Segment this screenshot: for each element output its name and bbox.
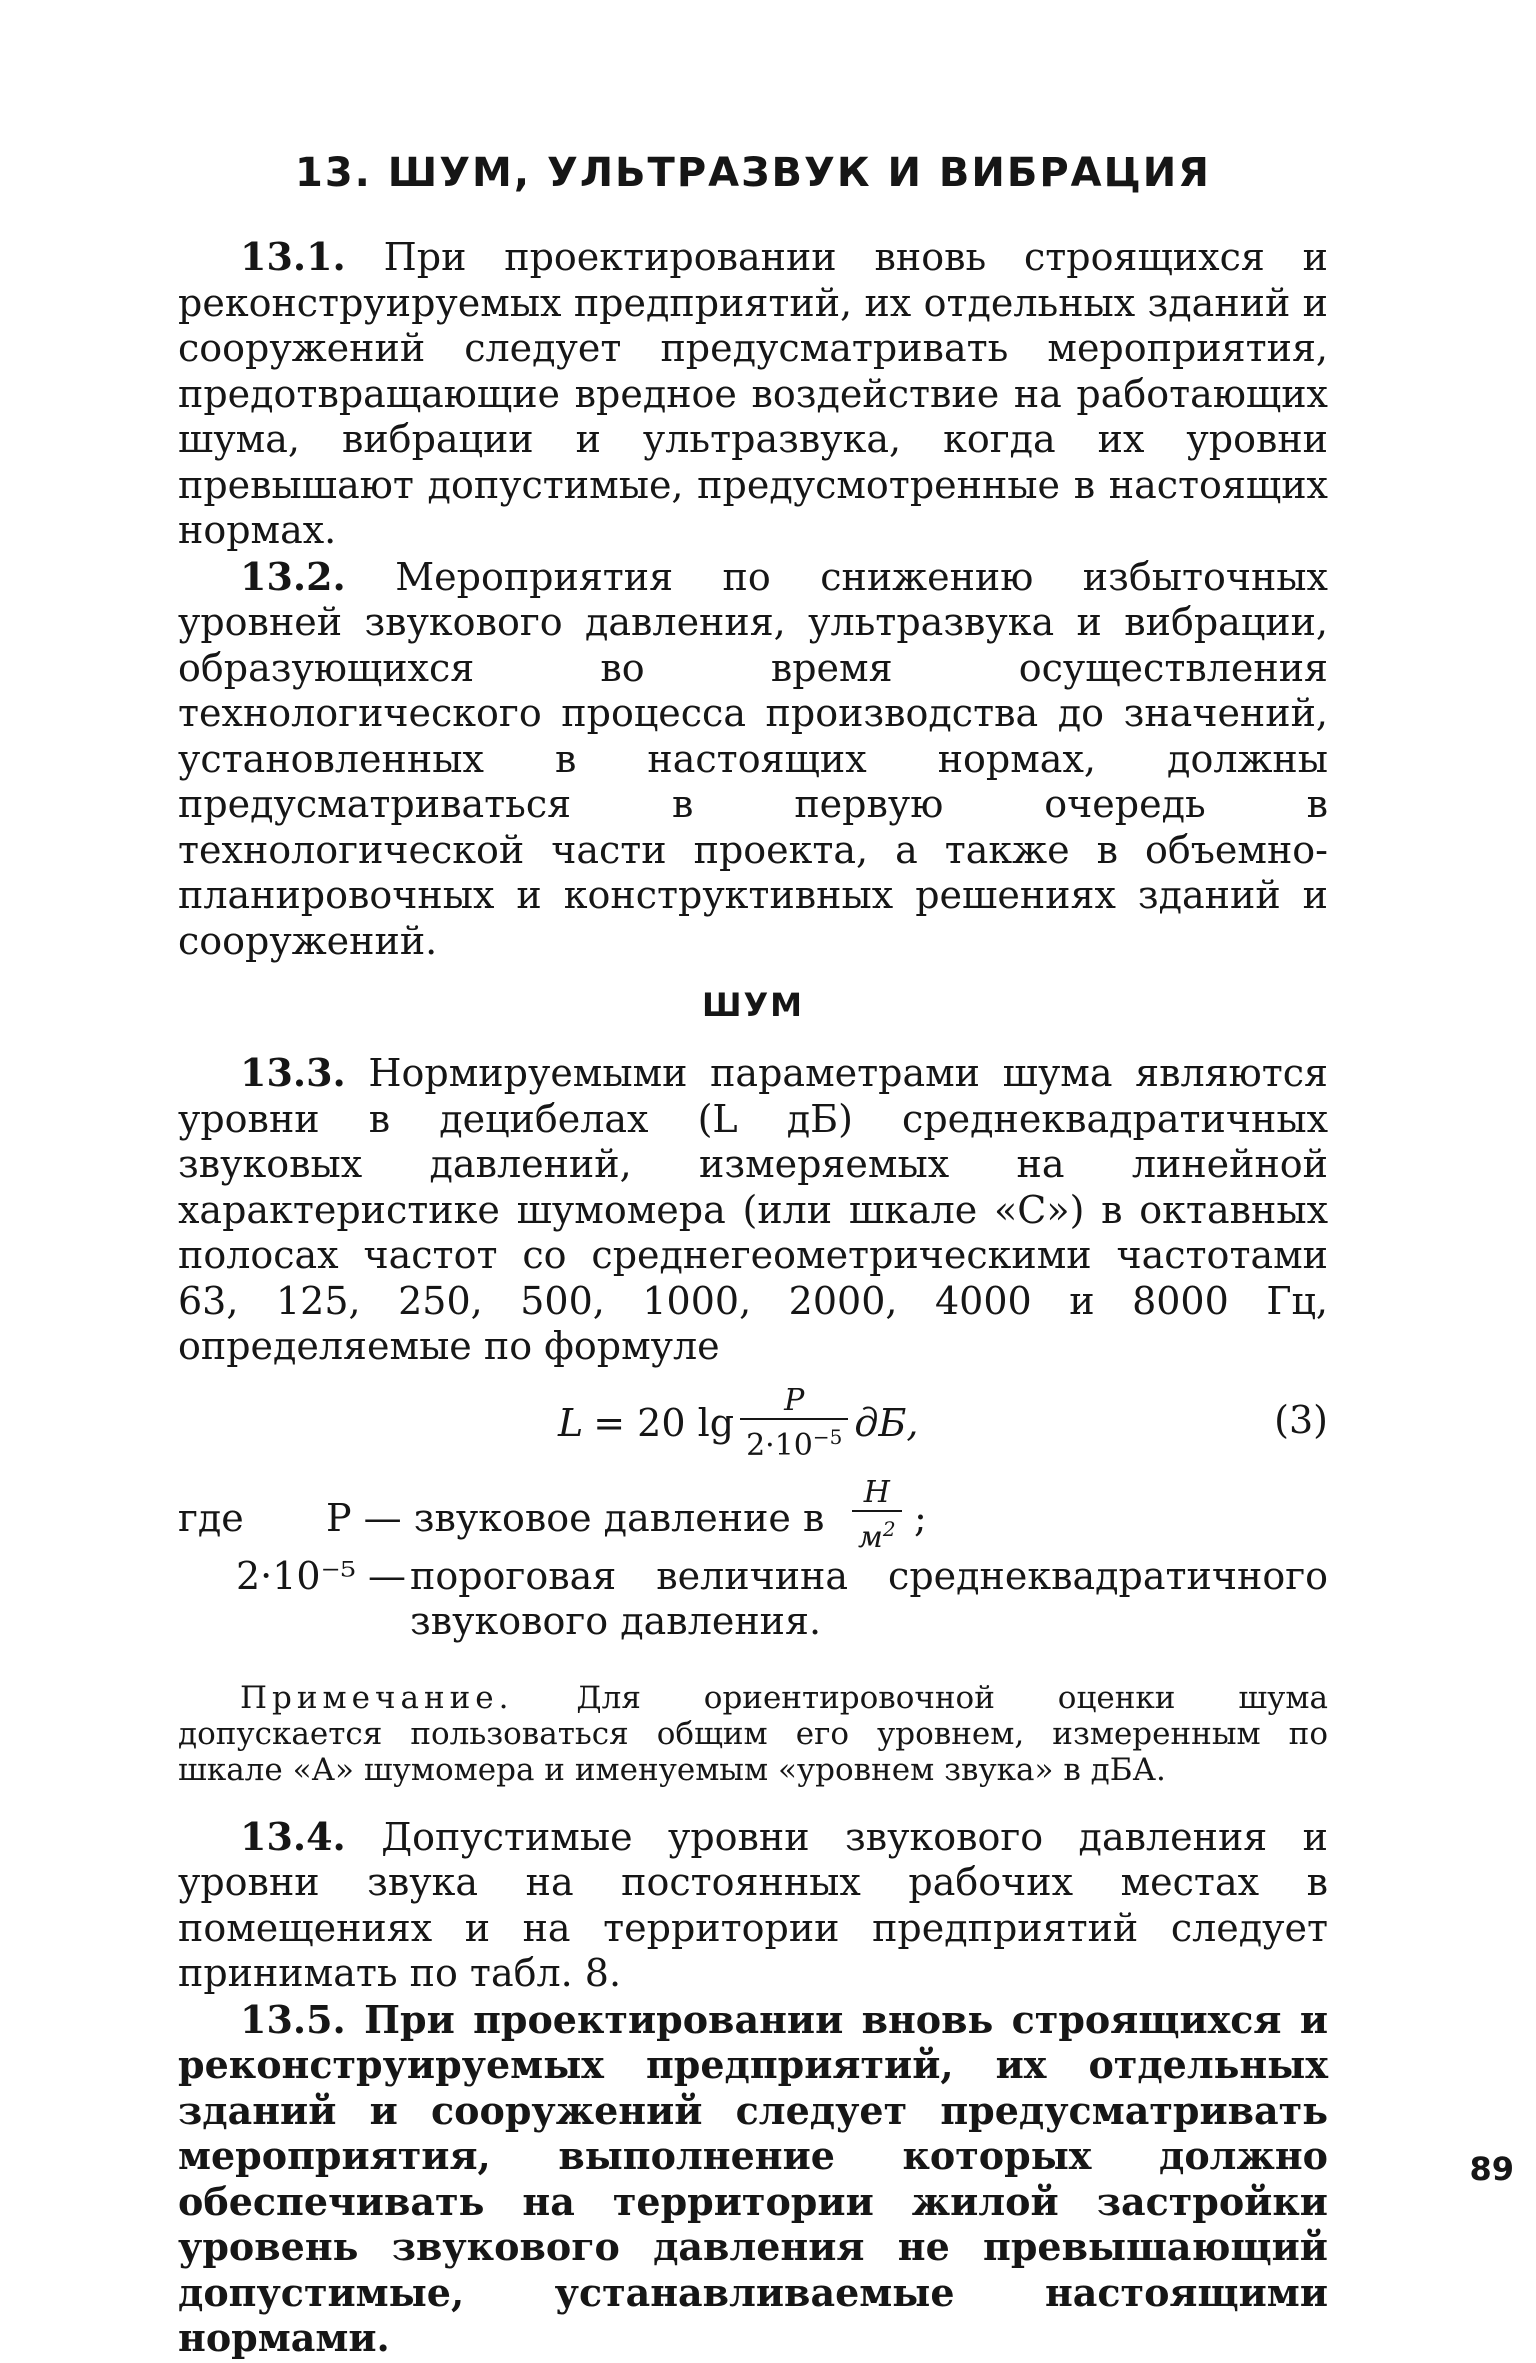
formula-fraction bbox=[740, 1384, 848, 1463]
paragraph-13-5 bbox=[178, 1997, 1328, 2361]
formula-row bbox=[178, 1374, 1328, 1470]
where-label: где bbox=[178, 1495, 244, 1540]
paragraph-text: Мероприятия по снижению избыточных уровней звукового давления, ультразвука и вибрации, образующихся во время осуществления технологического процесса производства до значений, установленных в настоящих нормах, должны предусматриваться в первую очередь в технологической части проекта, а также в объемно-планировочных и конструктивных решениях зданий и сооружений. bbox=[178, 554, 1328, 963]
note-label: Примечание. bbox=[240, 1679, 514, 1716]
paragraph-text: Нормируемыми параметрами шума являются уровни в децибелах (L дБ) среднеквадратичных звуковых давлений, измеряемых на линейной характеристике шумомера (или шкале «С») в октавных полосах частот со среднегеометрическими частотами 63, 125, 250, 500, 1000, 2000, 4000 и 8000 Гц, определяемые по формуле bbox=[178, 1051, 1328, 1368]
subsection-heading: ШУМ bbox=[701, 986, 805, 1024]
paragraph-number: 13.2. bbox=[240, 553, 346, 599]
where-item-2-symbol: 2·10⁻⁵ — bbox=[236, 1553, 406, 1598]
note bbox=[178, 1680, 1328, 1788]
paragraph-number: 13.5. bbox=[240, 1996, 346, 2042]
where-clause bbox=[178, 1476, 1328, 1554]
paragraph-number: 13.4. bbox=[240, 1813, 346, 1859]
where-item-2-text: пороговая величина среднеквадратичного звукового давления. bbox=[410, 1553, 1328, 1643]
note-text: Для ориентировочной оценки шума допускается пользоваться общим его уровнем, измеренным по шкале «А» шумомера и именуемым «уровнем звука» в дБА. bbox=[178, 1679, 1329, 1788]
unit-denominator bbox=[852, 1510, 902, 1555]
denominator-base: 2·10 bbox=[746, 1427, 813, 1463]
section-heading: 13. ШУМ, УЛЬТРАЗВУК И ВИБРАЦИЯ bbox=[295, 150, 1211, 196]
where-item-2 bbox=[178, 1554, 1328, 1650]
paragraph-text: При проектировании вновь строящихся и реконструируемых предприятий, их отдельных зданий и сооружений следует предусматривать мероприятия, предотвращающие вредное воздействие на работающих шума, вибрации и ультразвука, когда их уровни превышают допустимые, предусмотренные в настоящих нормах. bbox=[178, 235, 1328, 552]
paragraph-13-2 bbox=[178, 554, 1328, 965]
formula-unit: дБ, bbox=[854, 1401, 919, 1445]
paragraph-13-3 bbox=[178, 1050, 1328, 1370]
paragraph-13-1 bbox=[178, 234, 1328, 554]
paragraph-number: 13.1. bbox=[240, 234, 346, 279]
formula-lhs: L bbox=[558, 1401, 584, 1445]
denominator-exponent: −5 bbox=[812, 1424, 843, 1449]
paragraph-13-4 bbox=[178, 1814, 1328, 1997]
paragraph-text: Допустимые уровни звукового давления и уровни звука на постоянных рабочих местах в помещениях и на территории предприятий следует принимать по табл. 8. bbox=[178, 1814, 1328, 1995]
paragraph-text: При проектировании вновь строящихся и реконструируемых предприятий, их отдельных зданий и сооружений следует предусматривать мероприятия, выполнение которых должно обеспечивать на территории жилой застройки уровень звукового давления не превышающий допустимые, устанавливаемые настоящими нормами. bbox=[178, 1996, 1329, 2360]
formula-3 bbox=[558, 1384, 918, 1463]
unit-denominator-base: м bbox=[858, 1519, 883, 1555]
fraction-numerator: P bbox=[784, 1382, 805, 1418]
fraction-denominator bbox=[740, 1418, 848, 1463]
unit-fraction bbox=[852, 1476, 902, 1555]
equation-number: (3) bbox=[1274, 1397, 1328, 1442]
page-number: 89 bbox=[1469, 2150, 1514, 2188]
document-page bbox=[178, 150, 1328, 2361]
where-item-1: P — звуковое давление в bbox=[326, 1495, 825, 1540]
where-semicolon: ; bbox=[914, 1495, 927, 1540]
paragraph-number: 13.3. bbox=[240, 1050, 346, 1095]
unit-numerator: Н bbox=[863, 1474, 890, 1510]
unit-denominator-exponent: 2 bbox=[882, 1516, 896, 1541]
formula-eq: = 20 lg bbox=[593, 1401, 735, 1445]
